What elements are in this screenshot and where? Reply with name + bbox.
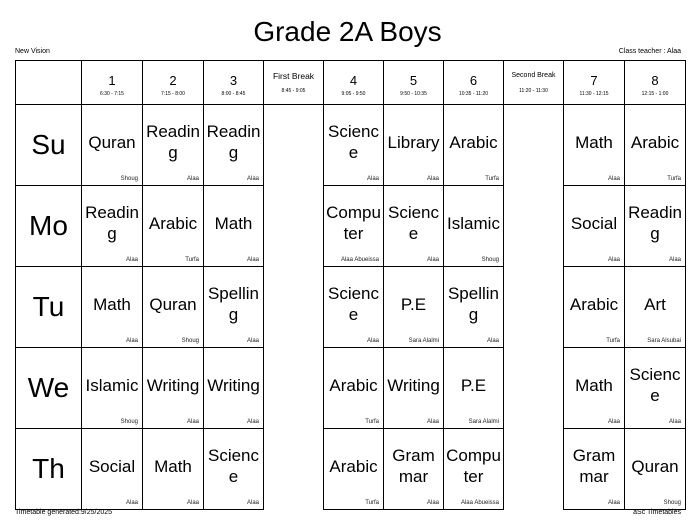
lesson-teacher: Alaa (426, 176, 439, 182)
lesson-teacher: Alaa (186, 419, 199, 425)
lesson-subject: Arabic (569, 294, 619, 314)
lesson-teacher: Alaa (607, 257, 620, 263)
lesson-cell (204, 267, 264, 348)
lesson-teacher: Turfa (485, 176, 499, 182)
lesson-cell (444, 267, 504, 348)
period-header (384, 61, 444, 105)
lesson-teacher: Turfa (606, 338, 620, 344)
period-number: 1 (108, 72, 116, 88)
day-name: Mo (29, 210, 68, 241)
lesson-cell (204, 105, 264, 186)
lesson-cell (384, 429, 444, 510)
lesson-cell (204, 429, 264, 510)
lesson-subject: Art (644, 294, 666, 314)
lesson-teacher: Alaa Abueissa (460, 500, 499, 506)
lesson-teacher: Sara Alsubai (647, 338, 681, 344)
period-number: 2 (169, 72, 177, 88)
period-time: 8:45 - 9:05 (281, 87, 306, 94)
lesson-teacher: Alaa (125, 338, 138, 344)
lesson-cell (625, 348, 686, 429)
day-row (16, 105, 686, 186)
software-credit: aSc Timetables (633, 509, 681, 516)
break-cell (264, 267, 324, 348)
lesson-subject: Writing (387, 375, 440, 395)
lesson-teacher: Alaa (607, 500, 620, 506)
lesson-subject: Science (207, 446, 260, 486)
lesson-teacher: Shoug (120, 176, 138, 182)
day-row (16, 267, 686, 348)
lesson-subject: Quran (88, 132, 136, 152)
period-header (625, 61, 686, 105)
day-cell (16, 267, 82, 348)
period-number: 7 (590, 72, 598, 88)
lesson-subject: Library (387, 132, 440, 152)
lesson-cell (324, 429, 384, 510)
period-time: 9:50 - 10:35 (400, 90, 427, 97)
lesson-teacher: Alaa (186, 500, 199, 506)
lesson-teacher: Alaa (366, 176, 379, 182)
break-header (504, 61, 564, 105)
period-header (143, 61, 204, 105)
lesson-teacher: Shoug (181, 338, 199, 344)
timetable-grid (15, 60, 686, 510)
period-header (324, 61, 384, 105)
period-time: 12:15 - 1:00 (641, 90, 669, 97)
lesson-teacher: Alaa Abueissa (340, 257, 379, 263)
lesson-subject: Reading (146, 122, 200, 162)
lesson-subject: Computer (326, 203, 381, 243)
lesson-subject: Grammar (572, 446, 616, 486)
lesson-cell (564, 348, 625, 429)
break-cell (504, 429, 564, 510)
lesson-subject: Spelling (447, 284, 500, 324)
period-number: 6 (469, 72, 478, 88)
day-name: We (27, 372, 70, 403)
lesson-subject: Arabic (630, 132, 680, 152)
lesson-teacher: Alaa (426, 500, 439, 506)
lesson-subject: Science (327, 284, 380, 324)
period-time: 6:30 - 7:15 (100, 90, 124, 97)
period-time: 11:20 - 11:30 (519, 87, 548, 94)
lesson-subject: Math (154, 456, 192, 476)
lesson-cell (82, 267, 143, 348)
period-time: 9:05 - 9:50 (341, 90, 366, 97)
lesson-cell (625, 429, 686, 510)
lesson-cell (204, 186, 264, 267)
lesson-teacher: Alaa (246, 338, 259, 344)
break-cell (264, 186, 324, 267)
break-cell (264, 429, 324, 510)
lesson-subject: Math (575, 375, 613, 395)
lesson-cell (82, 186, 143, 267)
lesson-cell (625, 105, 686, 186)
lesson-teacher: Turfa (365, 500, 379, 506)
period-time: 11:30 - 12:15 (579, 90, 609, 97)
lesson-teacher: Alaa (366, 338, 379, 344)
day-row (16, 348, 686, 429)
lesson-subject: Grammar (392, 446, 435, 486)
lesson-teacher: Alaa (246, 419, 259, 425)
lesson-subject: Arabic (148, 213, 198, 233)
lesson-cell (625, 186, 686, 267)
day-row (16, 429, 686, 510)
day-name: Su (31, 129, 66, 160)
lesson-subject: Math (93, 294, 131, 314)
lesson-subject: Math (575, 132, 613, 152)
lesson-cell (143, 105, 204, 186)
period-header (204, 61, 264, 105)
break-name: First Break (272, 70, 315, 81)
lesson-subject: Social (570, 213, 618, 233)
lesson-teacher: Turfa (667, 176, 681, 182)
lesson-teacher: Alaa (426, 257, 439, 263)
lesson-subject: Computer (446, 446, 501, 486)
lesson-subject: Science (629, 365, 681, 405)
lesson-cell (625, 267, 686, 348)
lesson-cell (143, 348, 204, 429)
lesson-cell (384, 267, 444, 348)
lesson-teacher: Alaa (246, 257, 259, 263)
period-time: 8:00 - 8:45 (221, 90, 246, 97)
lesson-teacher: Shoug (120, 419, 138, 425)
lesson-cell (564, 186, 625, 267)
lesson-cell (384, 105, 444, 186)
lesson-cell (143, 186, 204, 267)
lesson-cell (564, 267, 625, 348)
lesson-cell (444, 105, 504, 186)
day-name: Tu (32, 291, 65, 322)
lesson-subject: Reading (206, 122, 261, 162)
lesson-cell (444, 186, 504, 267)
lesson-subject: Islamic (447, 213, 500, 233)
lesson-subject: P.E (460, 375, 487, 395)
lesson-cell (324, 105, 384, 186)
period-number: 4 (349, 72, 358, 88)
lesson-teacher: Alaa (246, 500, 259, 506)
lesson-teacher: Alaa (125, 257, 138, 263)
period-number: 3 (229, 72, 238, 88)
period-number: 5 (409, 72, 418, 88)
lesson-subject: Spelling (207, 284, 260, 324)
class-teacher: Class teacher : Alaa (618, 48, 681, 55)
lesson-teacher: Turfa (185, 257, 199, 263)
school-name: New Vision (15, 48, 50, 55)
break-cell (264, 105, 324, 186)
lesson-subject: Quran (631, 456, 679, 476)
day-row (16, 186, 686, 267)
lesson-subject: Arabic (329, 375, 378, 395)
lesson-subject: Reading (628, 203, 682, 243)
lesson-cell (444, 429, 504, 510)
lesson-subject: Math (214, 213, 253, 233)
lesson-teacher: Alaa (426, 419, 439, 425)
period-time: 7:15 - 8:00 (161, 90, 185, 97)
break-cell (504, 186, 564, 267)
lesson-teacher: Shoug (663, 500, 681, 506)
lesson-subject: Writing (207, 375, 260, 395)
lesson-cell (143, 267, 204, 348)
lesson-subject: Arabic (449, 132, 498, 152)
lesson-subject: Science (387, 203, 440, 243)
lesson-cell (324, 267, 384, 348)
lesson-subject: Islamic (85, 375, 139, 395)
lesson-cell (564, 429, 625, 510)
lesson-teacher: Turfa (365, 419, 379, 425)
page-title: Grade 2A Boys (253, 16, 442, 47)
lesson-cell (143, 429, 204, 510)
lesson-cell (324, 186, 384, 267)
lesson-subject: Reading (85, 203, 139, 243)
lesson-cell (384, 348, 444, 429)
lesson-teacher: Sara Alalmi (408, 338, 439, 344)
day-cell (16, 105, 82, 186)
lesson-teacher: Sara Alalmi (468, 419, 499, 425)
lesson-subject: Writing (146, 375, 200, 395)
lesson-teacher: Shoug (481, 257, 499, 263)
break-cell (504, 267, 564, 348)
lesson-cell (82, 348, 143, 429)
generated-date: Timetable generated:9/25/2025 (15, 509, 113, 516)
lesson-teacher: Alaa (668, 257, 681, 263)
period-time: 10:35 - 11:20 (458, 90, 489, 97)
lesson-teacher: Alaa (607, 419, 620, 425)
lesson-cell (82, 429, 143, 510)
lesson-cell (204, 348, 264, 429)
lesson-cell (564, 105, 625, 186)
lesson-cell (324, 348, 384, 429)
lesson-subject: P.E (400, 294, 427, 314)
break-header (264, 61, 324, 105)
break-name: Second Break (511, 71, 556, 79)
lesson-subject: Science (327, 122, 380, 162)
lesson-teacher: Alaa (668, 419, 681, 425)
lesson-teacher: Alaa (246, 176, 259, 182)
lesson-cell (82, 105, 143, 186)
day-cell (16, 186, 82, 267)
break-cell (504, 105, 564, 186)
day-cell (16, 348, 82, 429)
lesson-teacher: Alaa (607, 176, 620, 182)
period-header (564, 61, 625, 105)
corner-cell (16, 61, 82, 105)
period-number: 8 (651, 72, 659, 88)
day-name: Th (32, 453, 65, 484)
lesson-teacher: Alaa (186, 176, 199, 182)
lesson-teacher: Alaa (486, 338, 499, 344)
lesson-cell (444, 348, 504, 429)
period-header-row (16, 61, 686, 105)
lesson-subject: Quran (149, 294, 197, 314)
lesson-teacher: Alaa (125, 500, 138, 506)
lesson-subject: Arabic (329, 456, 378, 476)
period-header (444, 61, 504, 105)
break-cell (264, 348, 324, 429)
period-header (82, 61, 143, 105)
lesson-subject: Social (88, 456, 136, 476)
break-cell (504, 348, 564, 429)
day-cell (16, 429, 82, 510)
lesson-cell (384, 186, 444, 267)
